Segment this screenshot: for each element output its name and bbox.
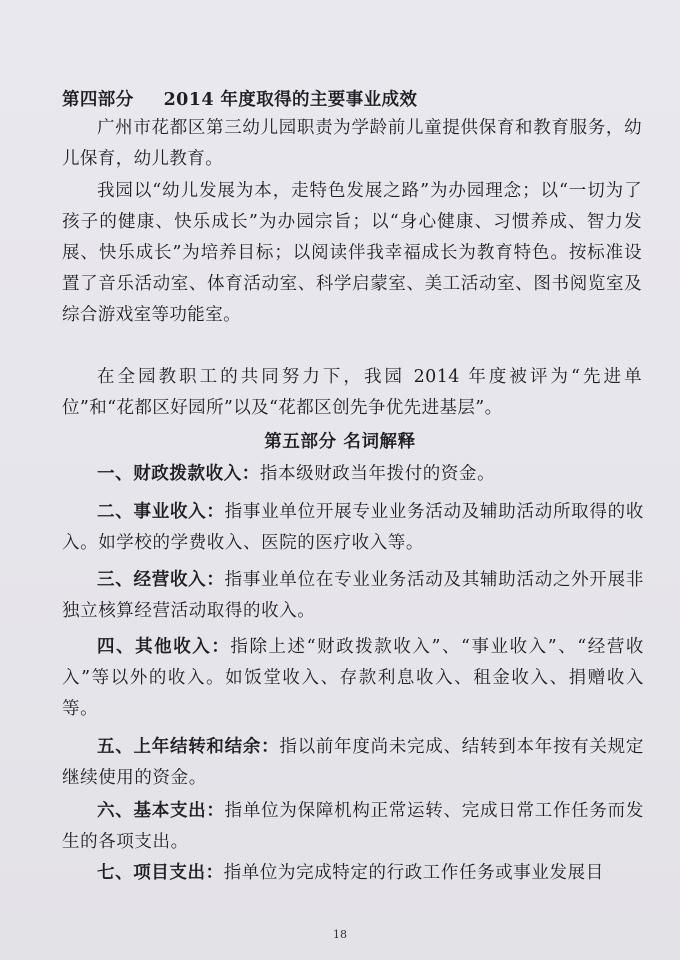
section-4-heading bbox=[62, 86, 417, 111]
term-label: 二、事业收入： bbox=[97, 502, 225, 522]
term-definition bbox=[62, 632, 644, 725]
section-4-paragraph: 广州市花都区第三幼儿园职责为学龄前儿童提供保育和教育服务，幼儿保育，幼儿教育。 bbox=[62, 118, 642, 169]
section-5-heading: 第五部分 名词解释 bbox=[264, 432, 416, 452]
term-text: 指事业单位开展专业业务活动及辅助活动所取得的收入。如学校的学费收入、医院的医疗收入等。 bbox=[62, 502, 644, 553]
term-text: 指除上述“财政拨款收入”、“事业收入”、“经营收入”等以外的收入。如饭堂收入、存款利息收入、租金收入、捐赠收入等。 bbox=[62, 637, 644, 719]
section-4-paragraph: 在全园教职工的共同努力下，我园 2014 年度被评为“先进单位”和“花都区好园所”以及“花都区创先争优先进基层”。 bbox=[62, 367, 642, 418]
term-definition bbox=[62, 497, 644, 559]
term-text: 指事业单位在专业业务活动及其辅助活动之外开展非独立核算经营活动取得的收入。 bbox=[62, 570, 644, 621]
term-text: 指单位为完成特定的行政工作任务或事业发展目 bbox=[223, 863, 604, 883]
term-text: 指本级财政当年拨付的资金。 bbox=[259, 464, 496, 484]
term-label: 一、财政拨款收入： bbox=[97, 464, 260, 484]
section-4-paragraph: 我园以“幼儿发展为本，走特色发展之路”为办园理念；以“一切为了孩子的健康、快乐成长”为办园宗旨；以“身心健康、习惯养成、智力发展、快乐成长”为培养目标；以阅读伴我幸福成长为教育特色。按标准设置了音乐活动室、体育活动室、科学启蒙室、美工活动室、图书阅览室及综合游戏室等功能室。 bbox=[62, 181, 642, 325]
term-label: 七、项目支出： bbox=[97, 863, 224, 883]
term-label: 六、基本支出： bbox=[97, 801, 225, 821]
term-text: 指单位为保障机构正常运转、完成日常工作任务而发生的各项支出。 bbox=[62, 801, 644, 852]
term-definition bbox=[62, 565, 644, 627]
page-number: 18 bbox=[333, 928, 347, 941]
term-label: 五、上年结转和结余： bbox=[97, 737, 280, 757]
term-label: 三、经营收入： bbox=[97, 570, 225, 590]
term-definition bbox=[62, 732, 644, 794]
term-definition bbox=[62, 858, 644, 889]
section-4-part-label: 第四部分 bbox=[62, 90, 134, 110]
term-definition bbox=[62, 796, 644, 858]
term-definition bbox=[62, 459, 644, 490]
section-4-title-text: 2014 年度取得的主要事业成效 bbox=[163, 90, 418, 110]
term-text: 指以前年度尚未完成、结转到本年按有关规定继续使用的资金。 bbox=[62, 737, 645, 788]
term-label: 四、其他收入： bbox=[97, 637, 231, 657]
